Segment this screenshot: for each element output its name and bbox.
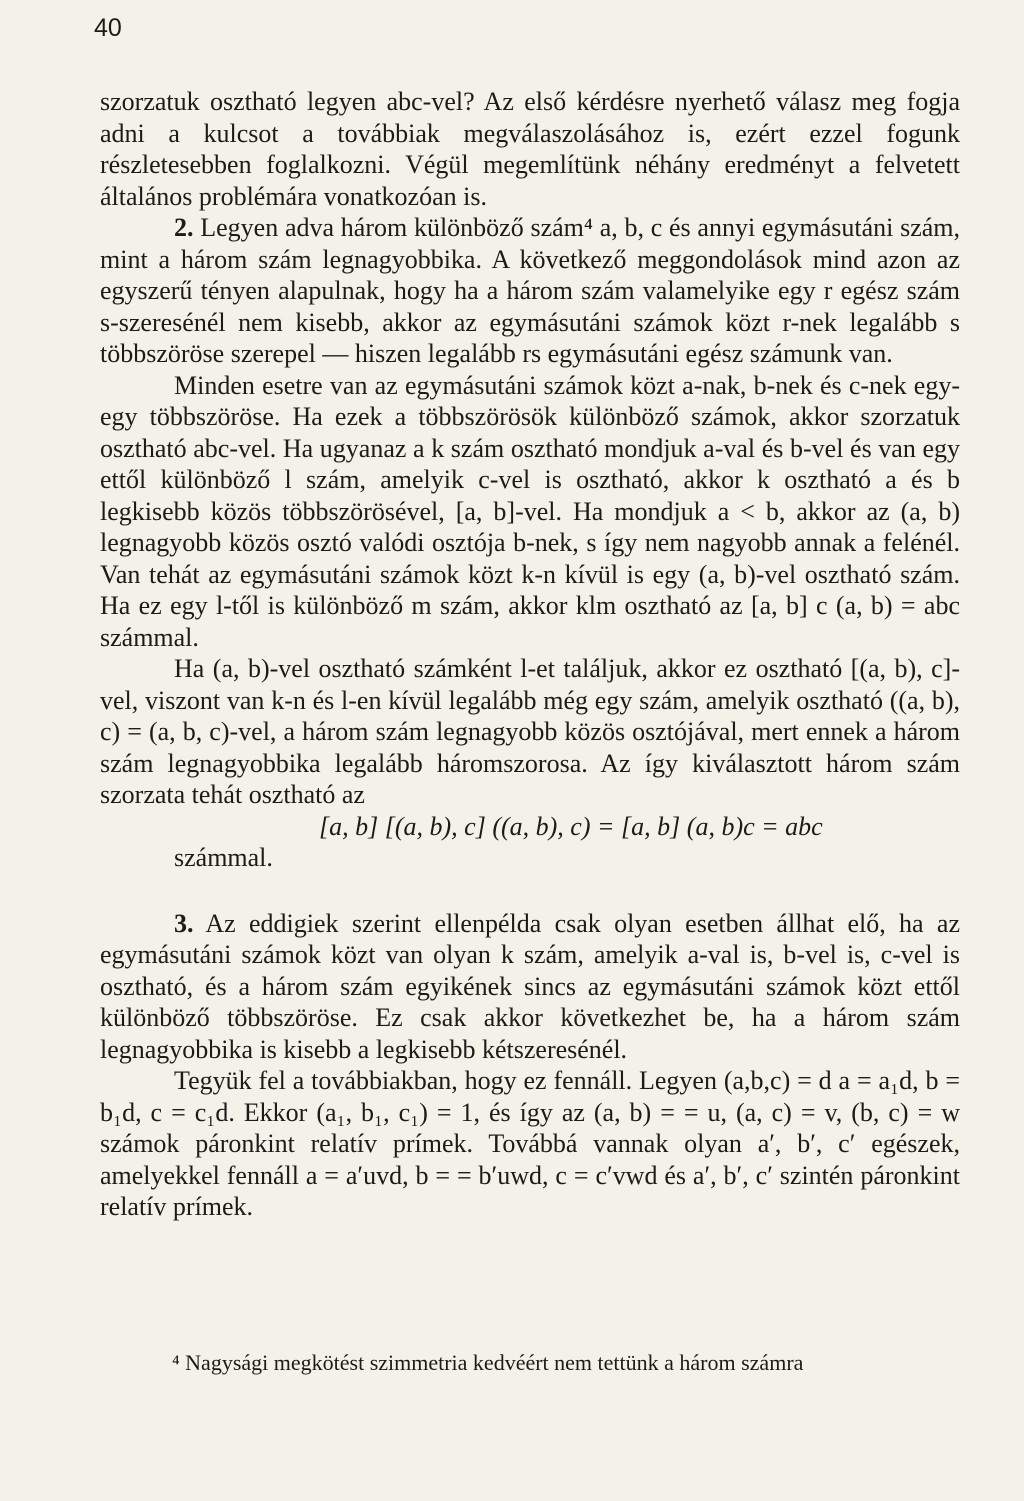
paragraph: Minden esetre van az egymásutáni számok közt a-nak, b-nek és c-nek egy-egy többszöröse. Ha ezek a többszörösök különböző számok, akkor szorzatuk osztható abc-vel. Ha ugyanaz a k szám osztható mondjuk a-val és b-vel és van egy ettől különböző l szám, amelyik c-vel is osztható, akkor k osztható a és b legkisebb közös többszörösével, [a, b]-vel. Ha mondjuk a < b, akkor az (a, b) legnagyobb közös osztó valódi osztója b-nek, s így nem nagyobb annak a felénél. Van tehát az egymásutáni számok közt k-n kívül is egy (a, b)-vel osztható szám. Ha ez egy l-től is különböző m szám, akkor klm osztható az [a, b] c (a, b) = abc számmal. (100, 370, 960, 652)
section-number: 3. (174, 908, 194, 938)
paragraph: szorzatuk osztható legyen abc-vel? Az első kérdésre nyerhető válasz meg fogja adni a kulcsot a továbbiak megválaszolásához is, ezért ezzel fogunk részletesebben foglalkozni. Végül megemlítünk néhány eredményt a felvetett általános problémára vonatkozóan is. (100, 87, 960, 211)
body-text (100, 86, 960, 1223)
footnote: ⁴ Nagysági megkötést szimmetria kedvéért nem tettünk a három számra (172, 1350, 804, 1375)
section-number: 2. (174, 213, 194, 242)
formula-continuation: számmal. (174, 843, 273, 872)
page-number: 40 (94, 14, 122, 42)
formula: [a, b] [(a, b), c] ((a, b), c) = [a, b] (a, b)c = abc (319, 811, 823, 841)
paragraph: Ha (a, b)-vel osztható számként l-et találjuk, akkor ez osztható [(a, b), c]-vel, viszont van k-n és l-en kívül legalább még egy szám, amelyik osztható ((a, b), c) = (a, b, c)-vel, a három szám legnagyobb közös osztójával, mert ennek a három szám legnagyobbika legalább háromszorosa. Az így kiválasztott három szám szorzata tehát osztható az (100, 654, 960, 809)
paragraph: Tegyük fel a továbbiakban, hogy ez fennáll. Legyen (a,b,c) = d a = a₁d, b = b₁d, c = c₁d. Ekkor (a₁, b₁, c₁) = 1, és így az (a, b) = = u, (a, c) = v, (b, c) = w számok páronkint relatív prímek. Továbbá vannak olyan a′, b′, c′ egészek, amelyekkel fennáll a = a′uvd, b = = b′uwd, c = c′vwd és a′, b′, c′ szintén páronkint relatív prímek. (100, 1066, 960, 1221)
paragraph-section-3: 3. Az eddigiek szerint ellenpélda csak olyan esetben állhat elő, ha az egymásutáni számok közt van olyan k szám, amelyik a-val is, b-vel is, c-vel is osztható, és a három szám egyikének sincs az egymásutáni számok közt ettől különböző többszöröse. Ez csak akkor következhet be, ha a három szám legnagyobbika is kisebb a legkisebb kétszeresénél. (100, 908, 960, 1064)
paragraph-section-2: 2. Legyen adva három különböző szám⁴ a, b, c és annyi egymásutáni szám, mint a három szám legnagyobbika. A következő meggondolások mind azon az egyszerű tényen alapulnak, hogy ha a három szám valamelyike egy r egész szám s-szeresénél nem kisebb, akkor az egymásutáni számok közt r-nek legalább s többszöröse szerepel — hiszen legalább rs egymásutáni egész számunk van. (100, 213, 961, 368)
